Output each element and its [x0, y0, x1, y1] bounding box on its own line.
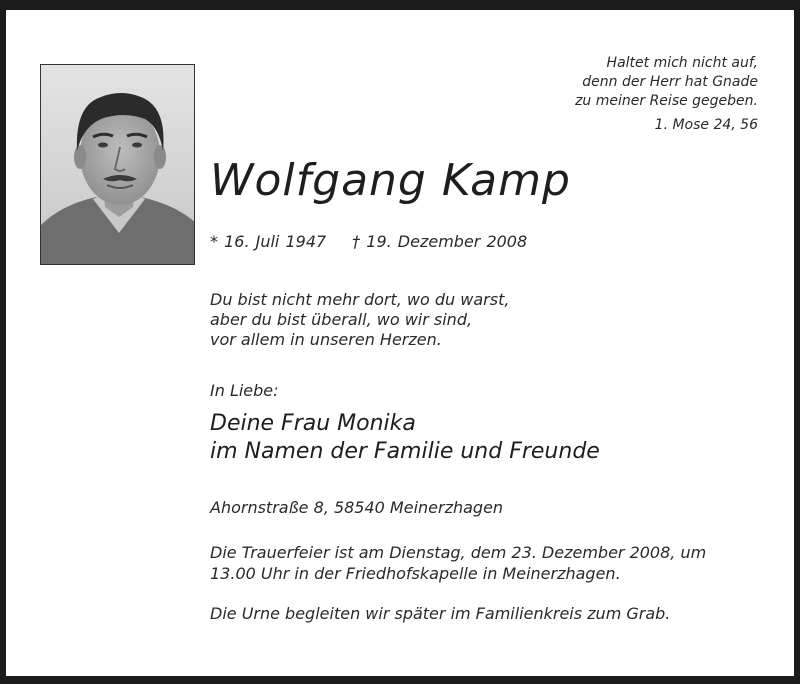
- quote-line: Haltet mich nicht auf,: [606, 55, 758, 71]
- in-love-label: In Liebe:: [210, 381, 279, 400]
- poem-line: aber du bist überall, wo wir sind,: [210, 310, 473, 329]
- death-date: † 19. Dezember 2008: [352, 232, 528, 251]
- mourner-line: im Namen der Familie und Freunde: [210, 439, 600, 464]
- mourner-line: Deine Frau Monika: [210, 411, 416, 436]
- deceased-name: Wolfgang Kamp: [210, 155, 571, 206]
- memorial-poem: [210, 290, 509, 350]
- mourners: [210, 410, 600, 466]
- funeral-service-info: [210, 542, 765, 584]
- poem-line: vor allem in unseren Herzen.: [210, 330, 442, 349]
- portrait-image: [41, 65, 195, 265]
- service-line: 13.00 Uhr in der Friedhofskapelle in Meinerzhagen.: [210, 564, 621, 583]
- portrait-photo: [40, 64, 195, 265]
- quote-reference: 1. Mose 24, 56: [654, 117, 758, 133]
- birth-date: * 16. Juli 1947: [210, 232, 327, 251]
- urn-note: Die Urne begleiten wir später im Familienkreis zum Grab.: [210, 604, 671, 623]
- quote-line: zu meiner Reise gegeben.: [575, 93, 758, 109]
- quote-line: denn der Herr hat Gnade: [582, 74, 758, 90]
- bible-quote: [575, 54, 758, 111]
- service-line: Die Trauerfeier ist am Dienstag, dem 23. Dezember 2008, um: [210, 543, 707, 562]
- poem-line: Du bist nicht mehr dort, wo du warst,: [210, 290, 510, 309]
- life-dates: [210, 232, 527, 251]
- address: Ahornstraße 8, 58540 Meinerzhagen: [210, 498, 504, 517]
